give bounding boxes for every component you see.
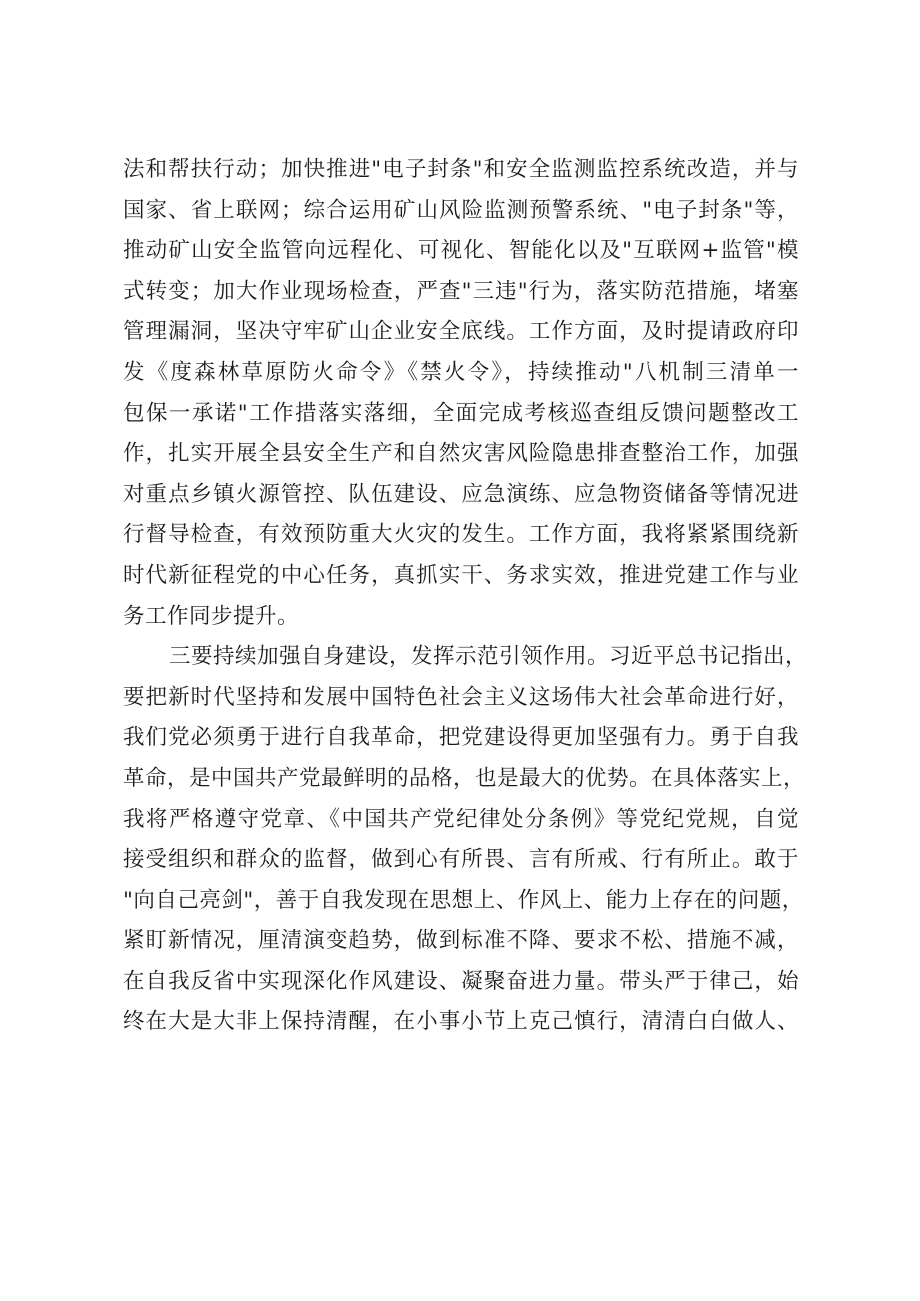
paragraph-line: 作，扎实开展全县安全生产和自然灾害风险隐患排查整治工作，加强 <box>123 441 799 467</box>
paragraph-line: 三要持续加强自身建设，发挥示范引领作用。习近平总书记指出， <box>169 644 808 670</box>
paragraph-line: 法和帮扶行动；加快推进"电子封条"和安全监测监控系统改造，并与 <box>123 157 799 182</box>
paragraph-line: 包保一承诺"工作措落实落细，全面完成考核巡查组反馈问题整改工 <box>123 400 799 426</box>
paragraph-line: 国家、省上联网；综合运用矿山风险监测预警系统、"电子封条"等， <box>123 197 799 223</box>
paragraph-line: 发《度森林草原防火命令》《禁火令》，持续推动"八机制三清单一 <box>123 359 799 385</box>
paragraph-line: 对重点乡镇火源管控、队伍建设、应急演练、应急物资储备等情况进 <box>123 481 799 507</box>
paragraph-line: 要把新时代坚持和发展中国特色社会主义这场伟大社会革命进行好， <box>123 684 799 710</box>
paragraph-2 <box>123 637 808 1043</box>
paragraph-line: 行督导检查，有效预防重大火灾的发生。工作方面，我将紧紧围绕新 <box>123 522 799 548</box>
paragraph-line: 管理漏洞，坚决守牢矿山企业安全底线。工作方面，及时提请政府印 <box>123 319 799 345</box>
paragraph-1 <box>123 150 799 637</box>
paragraph-line: 在自我反省中实现深化作风建设、凝聚奋进力量。带头严于律己，始 <box>123 968 799 994</box>
paragraph-line: 我们党必须勇于进行自我革命，把党建设得更加坚强有力。勇于自我 <box>123 725 799 751</box>
document-body <box>123 150 808 1043</box>
paragraph-line: 革命，是中国共产党最鲜明的品格，也是最大的优势。在具体落实上， <box>123 765 806 791</box>
paragraph-line: "向自己亮剑"，善于自我发现在思想上、作风上、能力上存在的问题， <box>123 887 804 913</box>
paragraph-line: 时代新征程党的中心任务，真抓实干、务求实效，推进党建工作与业 <box>123 562 799 588</box>
paragraph-line: 推动矿山安全监管向远程化、可视化、智能化以及"互联网+监管"模 <box>123 238 799 264</box>
paragraph-line: 式转变；加大作业现场检查，严查"三违"行为，落实防范措施，堵塞 <box>123 278 799 304</box>
paragraph-line: 接受组织和群众的监督，做到心有所畏、言有所戒、行有所止。敢于 <box>123 847 799 873</box>
paragraph-line: 终在大是大非上保持清醒，在小事小节上克己慎行，清清白白做人、 <box>123 1009 799 1035</box>
paragraph-line: 紧盯新情况，厘清演变趋势，做到标准不降、要求不松、措施不减， <box>123 928 799 954</box>
paragraph-line: 务工作同步提升。 <box>123 603 300 629</box>
paragraph-line: 我将严格遵守党章、《中国共产党纪律处分条例》等党纪党规，自觉 <box>123 806 799 832</box>
